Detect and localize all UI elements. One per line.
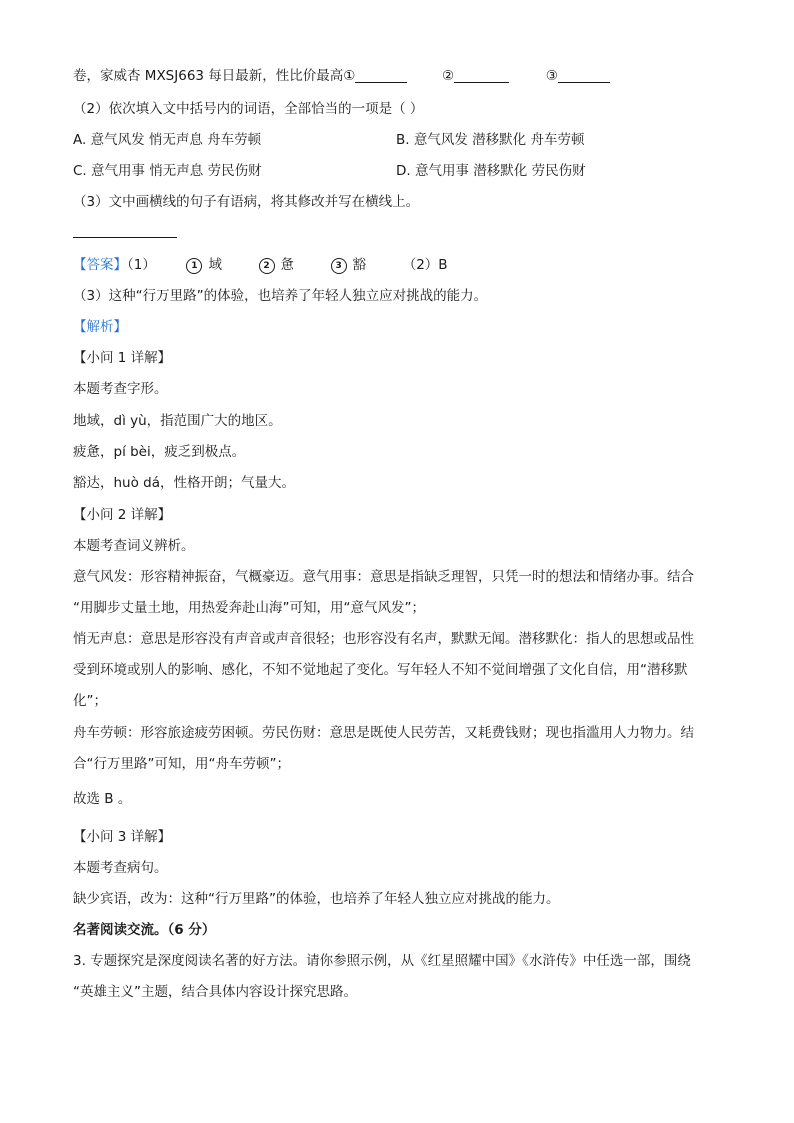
sub2-line: 悄无声息：意思是形容没有声音或声音很轻；也形容没有名声，默默无闻。潜移默化：指人的思想或品性: [73, 631, 694, 647]
sub1-line: 豁达，huò dá，性格开朗；气量大。: [73, 475, 296, 491]
option-d-label: D.: [396, 163, 411, 179]
sub1-line: 疲惫，pí bèi，疲乏到极点。: [73, 444, 246, 460]
blank-3-marker: ③: [545, 68, 558, 84]
answer-item-2-number: 2: [259, 258, 275, 274]
sub2-heading: 【小问 2 详解】: [73, 507, 172, 523]
answer-part1-label: （1）: [127, 257, 156, 273]
sub2-line: 故选 B 。: [73, 791, 132, 807]
q2-question: （2）依次填入文中括号内的词语，全部恰当的一项是（ ）: [73, 101, 424, 117]
blank-2[interactable]: [454, 68, 509, 83]
answer-item-1-number: 1: [186, 258, 202, 274]
q3-main-line-2: “英雄主义”主题，结合具体内容设计探究思路。: [73, 984, 357, 1000]
q1-intro: 卷，家威杏 MXSJ663 每日最新，性比价最高: [73, 68, 344, 84]
answer-part3: （3）这种“行万里路”的体验，也培养了年轻人独立应对挑战的能力。: [73, 288, 488, 304]
blank-3[interactable]: [558, 68, 610, 83]
option-a-text: 意气风发 悄无声息 舟车劳顿: [90, 132, 262, 148]
blank-1[interactable]: [355, 68, 407, 83]
sub1-line: 本题考查字形。: [73, 381, 168, 397]
answer-tag: 【答案】: [73, 257, 127, 273]
sub3-heading: 【小问 3 详解】: [73, 829, 172, 845]
answer-line-1: [73, 256, 448, 274]
answer-item-3-text: 豁: [352, 257, 367, 273]
sub1-line: 地域，dì yù，指范围广大的地区。: [73, 413, 282, 429]
sub2-line: 合“行万里路”可知，用“舟车劳顿”；: [73, 756, 290, 772]
blank-1-marker: ①: [343, 68, 356, 84]
sub2-line: “用脚步丈量土地，用热爱奔赴山海”可知，用“意气风发”；: [73, 600, 425, 616]
sub3-line: 缺少宾语，改为：这种“行万里路”的体验，也培养了年轻人独立应对挑战的能力。: [73, 891, 560, 907]
q3-main-line-1: 3. 专题探究是深度阅读名著的好方法。请你参照示例，从《红星照耀中国》《水浒传》中任选一部，围绕: [73, 953, 691, 969]
sub2-line: 意气风发：形容精神振奋，气概豪迈。意气用事：意思是指缺乏理智，只凭一时的想法和情绪办事。结合: [73, 569, 694, 585]
option-b-text: 意气风发 潜移默化 舟车劳顿: [413, 132, 585, 148]
answer-item-3-number: 3: [331, 258, 347, 274]
sub2-line: 化”；: [73, 693, 107, 709]
option-d-text: 意气用事 潜移默化 劳民伤财: [414, 163, 586, 179]
answer-part2: （2）B: [402, 257, 448, 273]
option-c-label: C.: [73, 163, 87, 179]
sub2-line: 本题考查词义辨析。: [73, 538, 195, 554]
q3-question: （3）文中画横线的句子有语病，将其修改并写在横线上。: [73, 194, 420, 210]
blank-2-marker: ②: [442, 68, 455, 84]
option-a: [73, 131, 261, 149]
sub2-line: 舟车劳顿：形容旅途疲劳困顿。劳民伤财：意思是既使人民劳苦，又耗费钱财；现也指滥用人力物力。结: [73, 725, 694, 741]
answer-item-2-text: 惫: [280, 257, 295, 273]
section-title: 名著阅读交流。（6 分）: [73, 922, 216, 938]
option-c: [73, 162, 262, 180]
analysis-tag: 【解析】: [73, 319, 127, 335]
option-b-label: B.: [396, 132, 410, 148]
q1-fill-line: [73, 67, 610, 85]
sub1-heading: 【小问 1 详解】: [73, 350, 172, 366]
sub2-line: 受到环境或别人的影响、感化，不知不觉地起了变化。写年轻人不知不觉间增强了文化自信，用“潜移默: [73, 662, 688, 678]
option-b: [396, 131, 584, 149]
sub3-line: 本题考查病句。: [73, 860, 168, 876]
option-c-text: 意气用事 悄无声息 劳民伤财: [91, 163, 262, 179]
option-a-label: A.: [73, 132, 87, 148]
option-d: [396, 162, 586, 180]
answer-item-1-text: 域: [208, 257, 222, 273]
answer-blank-line[interactable]: [73, 237, 177, 238]
